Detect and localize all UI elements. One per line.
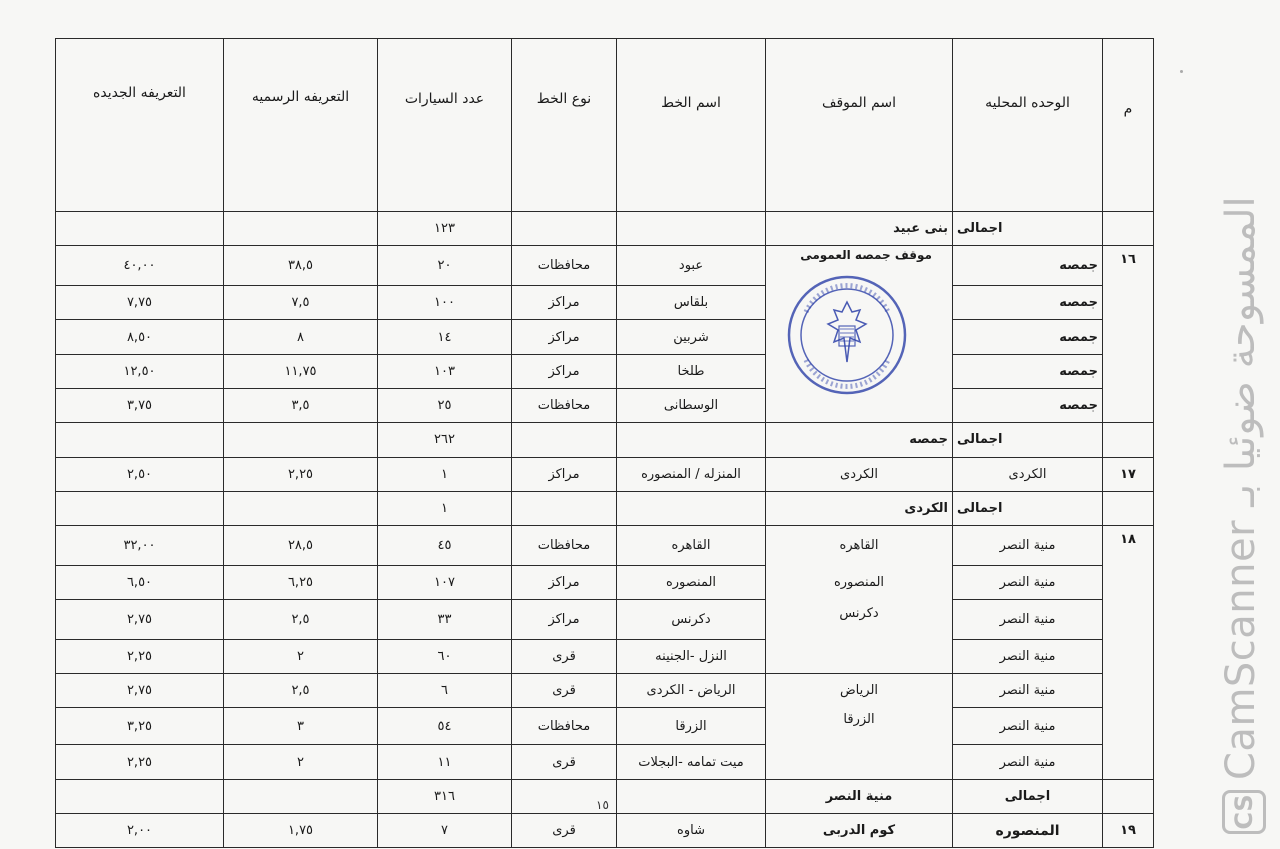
line-name: الزرقا — [617, 708, 766, 745]
total-row — [56, 423, 1154, 457]
car-count: ٢٠ — [378, 246, 512, 286]
line-type: قرى — [512, 673, 617, 707]
local-unit: جمصه — [953, 354, 1103, 388]
serial-number: ١٧ — [1103, 457, 1154, 491]
local-unit: جمصه — [953, 320, 1103, 354]
station-name: دكرنس — [766, 600, 953, 639]
local-unit: جمصه — [953, 286, 1103, 320]
official-tariff: ٢٨,٥ — [224, 526, 378, 566]
table-row — [56, 814, 1154, 848]
total-unit-name: بنى عبيد — [766, 212, 953, 246]
local-unit: جمصه — [953, 246, 1103, 286]
total-unit-name: منية النصر — [766, 779, 953, 813]
line-name: ميت تمامه -البجلات — [617, 745, 766, 779]
tariff-table — [55, 38, 1154, 848]
total-row — [56, 491, 1154, 525]
new-tariff: ٢,٢٥ — [56, 745, 224, 779]
new-tariff: ٣,٧٥ — [56, 388, 224, 422]
line-name: شربين — [617, 320, 766, 354]
new-tariff: ٢,٢٥ — [56, 639, 224, 673]
line-name: النزل -الجنينه — [617, 639, 766, 673]
line-name: دكرنس — [617, 600, 766, 639]
local-unit: منية النصر — [953, 526, 1103, 566]
line-name: القاهره — [617, 526, 766, 566]
new-tariff: ٧,٧٥ — [56, 286, 224, 320]
line-type: قرى — [512, 639, 617, 673]
line-type: قرى — [512, 745, 617, 779]
local-unit: منية النصر — [953, 600, 1103, 639]
official-tariff: ٢,٥ — [224, 673, 378, 707]
official-tariff: ١١,٧٥ — [224, 354, 378, 388]
header-serial: م — [1103, 39, 1154, 212]
local-unit: منية النصر — [953, 708, 1103, 745]
official-tariff: ٢,٢٥ — [224, 457, 378, 491]
local-unit: منية النصر — [953, 673, 1103, 707]
header-row — [56, 39, 1154, 212]
header-line-name: اسم الخط — [617, 39, 766, 212]
station-cell — [766, 246, 953, 423]
table-row — [56, 388, 1154, 422]
line-type: محافظات — [512, 246, 617, 286]
new-tariff: ٨,٥٠ — [56, 320, 224, 354]
line-type: مراكز — [512, 286, 617, 320]
car-count: ١١ — [378, 745, 512, 779]
table-row — [56, 457, 1154, 491]
total-label: اجمالى — [953, 423, 1103, 457]
official-tariff: ٢ — [224, 639, 378, 673]
car-count: ١٠٠ — [378, 286, 512, 320]
header-station-name: اسم الموقف — [766, 39, 953, 212]
line-type: مراكز — [512, 457, 617, 491]
watermark-brand: CamScanner — [1218, 519, 1264, 780]
station-name: القاهره — [766, 526, 953, 566]
line-name: طلخا — [617, 354, 766, 388]
line-name: عبود — [617, 246, 766, 286]
camscanner-watermark — [1206, 100, 1266, 840]
line-type: مراكز — [512, 320, 617, 354]
header-line-type: نوع الخط — [512, 39, 617, 212]
car-count: ١٤ — [378, 320, 512, 354]
page-number: ١٥ — [596, 798, 609, 812]
official-tariff: ٧,٥ — [224, 286, 378, 320]
total-label: اجمالى — [953, 779, 1103, 813]
total-unit-name: جمصه — [766, 423, 953, 457]
table-row — [56, 246, 1154, 286]
line-name: بلقاس — [617, 286, 766, 320]
line-name: الرياض - الكردى — [617, 673, 766, 707]
station-name: موقف جمصه العمومى — [800, 248, 932, 263]
new-tariff: ٢,٧٥ — [56, 600, 224, 639]
table-row — [56, 354, 1154, 388]
car-count: ٢٥ — [378, 388, 512, 422]
table-row — [56, 565, 1154, 599]
local-unit: منية النصر — [953, 745, 1103, 779]
total-count: ١٢٣ — [378, 212, 512, 246]
serial-number: ١٦ — [1103, 246, 1154, 286]
total-count: ٢٦٢ — [378, 423, 512, 457]
official-tariff: ٢ — [224, 745, 378, 779]
line-type: مراكز — [512, 600, 617, 639]
table-row — [56, 526, 1154, 566]
table-row — [56, 745, 1154, 779]
table-row — [56, 600, 1154, 639]
table-row — [56, 286, 1154, 320]
eagle-seal-icon — [784, 272, 910, 398]
line-type: محافظات — [512, 526, 617, 566]
line-type: محافظات — [512, 388, 617, 422]
total-label: اجمالى — [953, 491, 1103, 525]
new-tariff: ١٢,٥٠ — [56, 354, 224, 388]
station-name: المنصوره — [766, 565, 953, 599]
station-name: الكردى — [766, 457, 953, 491]
line-name: المنصوره — [617, 565, 766, 599]
total-label: اجمالى — [953, 212, 1103, 246]
car-count: ٤٥ — [378, 526, 512, 566]
new-tariff: ٢,٥٠ — [56, 457, 224, 491]
new-tariff: ٢,٧٥ — [56, 673, 224, 707]
local-unit: الكردى — [953, 457, 1103, 491]
local-unit: جمصه — [953, 388, 1103, 422]
line-type: مراكز — [512, 354, 617, 388]
serial-number: ١٩ — [1103, 814, 1154, 848]
table-row — [56, 673, 1154, 707]
new-tariff: ٦,٥٠ — [56, 565, 224, 599]
line-type: مراكز — [512, 565, 617, 599]
station-name: الرياض — [766, 673, 953, 707]
table-row — [56, 639, 1154, 673]
car-count: ٧ — [378, 814, 512, 848]
car-count: ٣٣ — [378, 600, 512, 639]
station-name: الزرقا — [766, 708, 953, 745]
local-unit: منية النصر — [953, 565, 1103, 599]
car-count: ٦٠ — [378, 639, 512, 673]
new-tariff: ٤٠,٠٠ — [56, 246, 224, 286]
total-row — [56, 212, 1154, 246]
header-local-unit: الوحده المحليه — [953, 39, 1103, 212]
official-tariff: ٨ — [224, 320, 378, 354]
line-type: قرى — [512, 814, 617, 848]
new-tariff: ٢,٠٠ — [56, 814, 224, 848]
header-new-tariff: التعريفه الجديده — [56, 39, 224, 212]
official-tariff: ١,٧٥ — [224, 814, 378, 848]
watermark-caption: الممسوحة ضوئيا بـ — [1218, 196, 1264, 507]
header-official-tariff: التعريفه الرسميه — [224, 39, 378, 212]
official-tariff: ٦,٢٥ — [224, 565, 378, 599]
car-count: ١٠٣ — [378, 354, 512, 388]
line-name: المنزله / المنصوره — [617, 457, 766, 491]
car-count: ١٠٧ — [378, 565, 512, 599]
official-tariff: ٢,٥ — [224, 600, 378, 639]
camscanner-logo-icon: CS — [1222, 790, 1266, 834]
table-row — [56, 708, 1154, 745]
car-count: ٥٤ — [378, 708, 512, 745]
official-tariff: ٣ — [224, 708, 378, 745]
line-type: محافظات — [512, 708, 617, 745]
total-count: ٣١٦ — [378, 779, 512, 813]
total-count: ١ — [378, 491, 512, 525]
official-tariff: ٣,٥ — [224, 388, 378, 422]
new-tariff: ٣,٢٥ — [56, 708, 224, 745]
local-unit: المنصوره — [953, 814, 1103, 848]
line-name: شاوه — [617, 814, 766, 848]
station-name: كوم الدربى — [766, 814, 953, 848]
watermark-text — [1218, 196, 1264, 780]
serial-number: ١٨ — [1103, 526, 1154, 566]
scan-speck — [1180, 70, 1183, 73]
table-row — [56, 320, 1154, 354]
header-car-count: عدد السيارات — [378, 39, 512, 212]
new-tariff: ٣٢,٠٠ — [56, 526, 224, 566]
local-unit: منية النصر — [953, 639, 1103, 673]
car-count: ١ — [378, 457, 512, 491]
official-tariff: ٣٨,٥ — [224, 246, 378, 286]
car-count: ٦ — [378, 673, 512, 707]
total-unit-name: الكردى — [766, 491, 953, 525]
line-name: الوسطانى — [617, 388, 766, 422]
